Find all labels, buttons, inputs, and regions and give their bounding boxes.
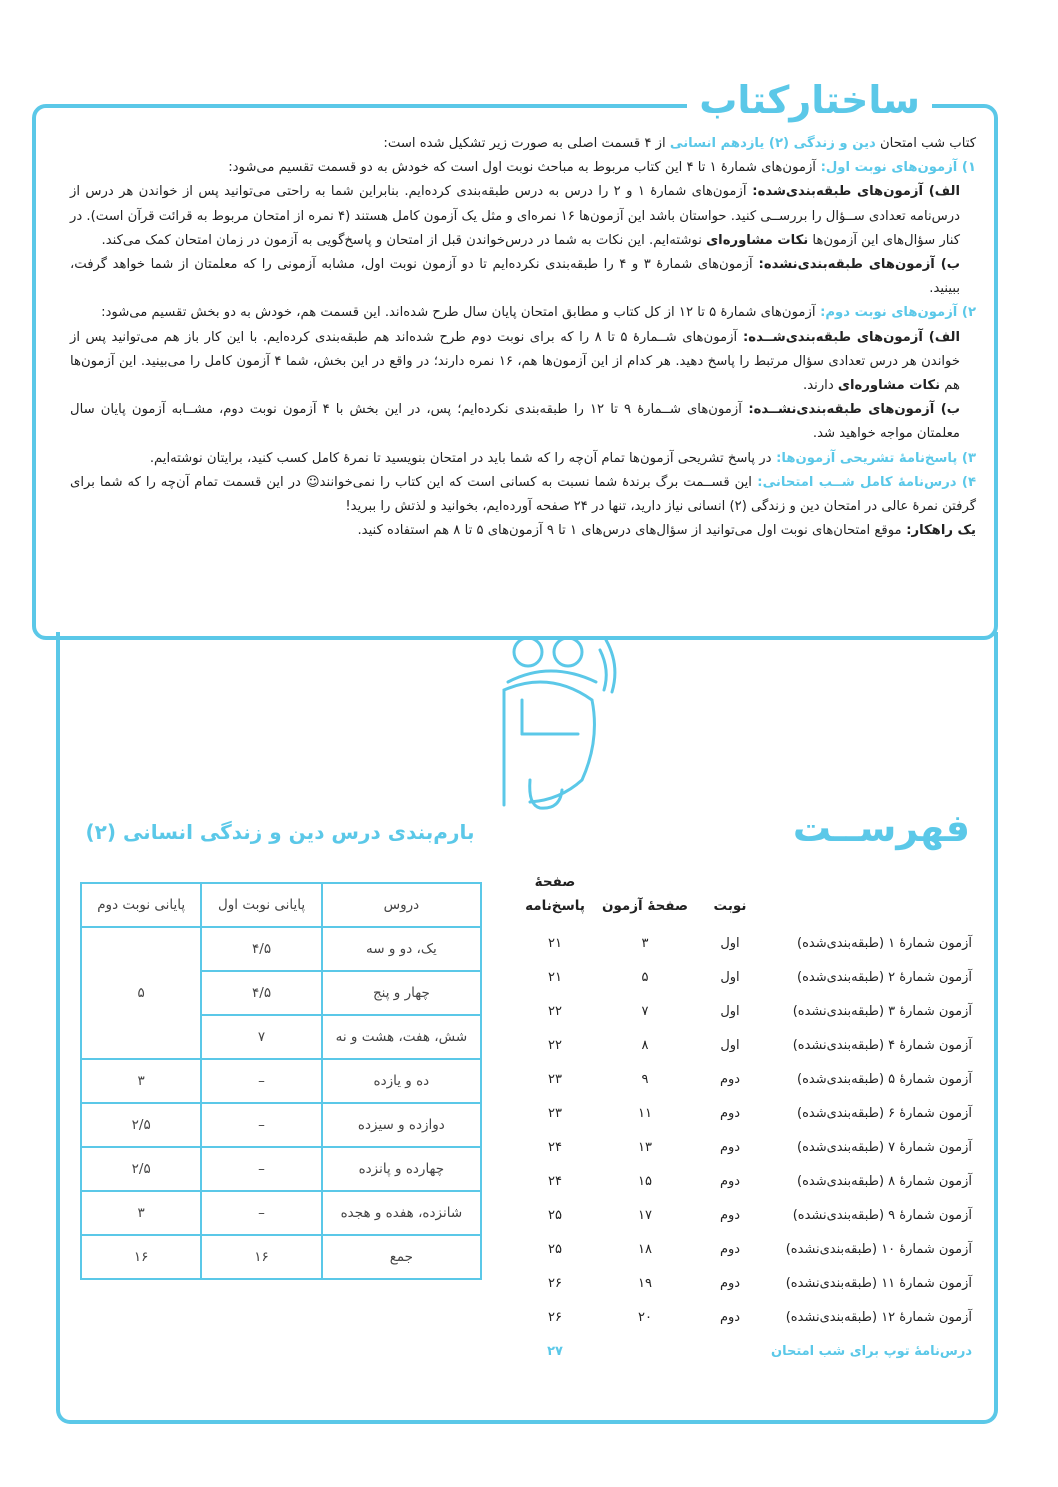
toc-entry-name: آزمون شمارهٔ ۱ (طبقه‌بندی‌شده) xyxy=(797,935,972,951)
toc-row xyxy=(510,1096,980,1130)
section-3 xyxy=(70,447,976,471)
toc-entry-exam-page: ۱۱ xyxy=(638,1105,652,1121)
grading-second-term-merged-cell: ۵ xyxy=(81,927,201,1059)
grading-first-term-cell: – xyxy=(201,1191,321,1235)
toc-entry-name: آزمون شمارهٔ ۴ (طبقه‌بندی‌نشده) xyxy=(792,1037,972,1053)
grading-lessons-cell: چهار و پنج xyxy=(322,971,481,1015)
toc-entry-name: آزمون شمارهٔ ۲ (طبقه‌بندی‌شده) xyxy=(797,969,972,985)
toc-entry-term: دوم xyxy=(719,1241,741,1257)
toc-entry-name: آزمون شمارهٔ ۱۲ (طبقه‌بندی‌نشده) xyxy=(785,1309,972,1325)
toc-entry-term: دوم xyxy=(719,1071,741,1087)
grading-first-term-cell: ۱۶ xyxy=(201,1235,321,1279)
toc-row xyxy=(510,1266,980,1300)
grading-second-term-cell: ۲/۵ xyxy=(81,1103,201,1147)
toc-entry-name: آزمون شمارهٔ ۹ (طبقه‌بندی‌نشده) xyxy=(792,1207,972,1223)
grading-first-term-cell: ۴/۵ xyxy=(201,927,321,971)
book-name: دین و زندگی (۲) یازدهم انسانی xyxy=(669,136,876,151)
tip-heading: یک راهکار: xyxy=(901,523,976,539)
grading-row xyxy=(81,1235,481,1279)
grading-lessons-cell: شش، هفت، هشت و نه xyxy=(322,1015,481,1059)
toc-entry-answer-page: ۲۴ xyxy=(548,1139,562,1155)
toc-entry-exam-page: ۹ xyxy=(641,1071,649,1087)
section-2-heading: ۲) آزمون‌های نوبت دوم: xyxy=(815,305,976,321)
grading-second-term-cell: ۱۶ xyxy=(81,1235,201,1279)
toc-entry-answer-page: ۲۱ xyxy=(548,969,562,985)
grading-title: بارم‌بندی درس دین و زندگی انسانی (۲) xyxy=(85,820,475,844)
toc-entry-name: آزمون شمارهٔ ۸ (طبقه‌بندی‌شده) xyxy=(797,1173,972,1189)
section-2a-heading: الف) آزمون‌های طبقه‌بندی‌شــده: xyxy=(737,329,961,345)
intro-paragraph xyxy=(70,132,976,156)
grading-second-term-cell: ۳ xyxy=(81,1059,201,1103)
grading-lessons-cell: دوازده و سیزده xyxy=(322,1103,481,1147)
toc-entry-exam-page: ۱۹ xyxy=(638,1275,652,1291)
intro-text: کتاب شب امتحان xyxy=(875,136,976,151)
toc-row xyxy=(510,960,980,994)
grading-lessons-cell: چهارده و پانزده xyxy=(322,1147,481,1191)
section-2a xyxy=(70,326,976,399)
toc-row xyxy=(510,1130,980,1164)
toc-entry-answer-page: ۲۲ xyxy=(548,1003,562,1019)
section-1a-text: آزمون‌های شمارهٔ ۱ و ۲ را درس به درس طبقه‌بندی کرده‌ایم. بنابراین شما به راحتی می‌توانید پس از خواندن هر درس از درس‌نامه تعدادی ســؤال را بررســی کنید. حواستان باشد این آزمون‌ها ۱۶ نمره‌ای و مثل یک آزمون کامل هستند (۴ نمره از امتحان مربوط به قرائت قرآن است). در کنار سؤال‌های این آزمون‌ها xyxy=(70,184,961,248)
toc-row xyxy=(510,1232,980,1266)
toc-entry-name: آزمون شمارهٔ ۶ (طبقه‌بندی‌شده) xyxy=(797,1105,972,1121)
toc-entry-answer-page: ۲۳ xyxy=(548,1105,562,1121)
toc-entry-exam-page: ۵ xyxy=(641,969,649,985)
toc-final-row xyxy=(510,1334,980,1368)
section-1b xyxy=(70,253,976,301)
grading-table xyxy=(80,882,482,1280)
section-2 xyxy=(70,301,976,325)
toc-entry-exam-page: ۱۳ xyxy=(638,1139,652,1155)
toc-entry-exam-page: ۱۸ xyxy=(638,1241,652,1257)
grading-second-term-cell: ۳ xyxy=(81,1191,201,1235)
toc-entry-exam-page: ۸ xyxy=(641,1037,649,1053)
advice-notes-label: نکات مشاوره‌ای xyxy=(706,232,809,248)
grading-row xyxy=(81,1191,481,1235)
grading-lessons-cell: یک، دو و سه xyxy=(322,927,481,971)
grading-table-wrapper xyxy=(80,882,482,1280)
toc-entry-term: دوم xyxy=(719,1309,741,1325)
toc-entry-term: دوم xyxy=(719,1275,741,1291)
toc-entry-name: آزمون شمارهٔ ۱۰ (طبقه‌بندی‌نشده) xyxy=(785,1241,972,1257)
grading-first-term-cell: ۴/۵ xyxy=(201,971,321,1015)
section-4 xyxy=(70,471,976,519)
section-2b xyxy=(70,398,976,446)
toc-entry-answer-page: ۲۶ xyxy=(548,1275,562,1291)
toc-entry-exam-page: ۱۵ xyxy=(638,1173,652,1189)
toc-entry-answer-page: ۲۱ xyxy=(548,935,562,951)
toc-row xyxy=(510,1062,980,1096)
page-title: ساختارکتاب xyxy=(687,78,932,122)
toc-row xyxy=(510,926,980,960)
toc-final-name: درس‌نامهٔ توپ برای شب امتحان xyxy=(770,1343,972,1359)
toc-title: فهرســت xyxy=(792,806,970,850)
toc-entry-term: دوم xyxy=(719,1139,741,1155)
grading-header-lessons: دروس xyxy=(322,883,481,927)
toc-entry-term: دوم xyxy=(719,1173,741,1189)
section-1b-heading: ب) آزمون‌های طبقه‌بندی‌نشده: xyxy=(752,257,960,273)
grading-first-term-cell: ۷ xyxy=(201,1015,321,1059)
toc-entry-exam-page: ۳ xyxy=(641,935,649,951)
grading-row xyxy=(81,1103,481,1147)
intro-text: از ۴ قسمت اصلی به صورت زیر تشکیل شده است: xyxy=(383,136,670,151)
toc-header-row xyxy=(510,870,980,926)
grading-row xyxy=(81,1147,481,1191)
toc-entry-term: اول xyxy=(720,1003,740,1019)
toc-entry-exam-page: ۲۰ xyxy=(638,1309,652,1325)
toc-row xyxy=(510,1028,980,1062)
tip-text: موقع امتحان‌های نوبت اول می‌توانید از سؤال‌های درس‌های ۱ تا ۹ آزمون‌های ۵ تا ۸ هم استفاده کنید. xyxy=(357,523,902,539)
toc-entry-exam-page: ۷ xyxy=(641,1003,649,1019)
intro-section xyxy=(70,132,976,543)
toc-table xyxy=(510,870,980,1368)
grading-row xyxy=(81,927,481,971)
alarm-clock-icon xyxy=(500,630,620,820)
toc-row xyxy=(510,1198,980,1232)
section-2b-text: آزمون‌های شــمارهٔ ۹ تا ۱۲ را طبقه‌بندی نکرده‌ایم؛ پس، در این بخش با ۴ آزمون نوبت دوم، مشــابه آزمون پایان سال معلمتان مواجه خواهید شد. xyxy=(70,402,960,442)
section-3-heading: ۳) پاسخ‌نامهٔ تشریحی آزمون‌ها: xyxy=(771,450,976,466)
grading-first-term-cell: – xyxy=(201,1147,321,1191)
grading-lessons-cell: جمع xyxy=(322,1235,481,1279)
section-1 xyxy=(70,156,976,180)
grading-first-term-cell: – xyxy=(201,1103,321,1147)
section-2b-heading: ب) آزمون‌های طبقه‌بندی‌نشــده: xyxy=(741,402,960,418)
section-2a-text: دارند. xyxy=(803,378,838,394)
toc-header-answer-page: صفحهٔ پاسخ‌نامه xyxy=(525,874,585,914)
toc-entry-term: اول xyxy=(720,1037,740,1053)
toc-entry-answer-page: ۲۴ xyxy=(548,1173,562,1189)
section-1b-text: آزمون‌های شمارهٔ ۳ و ۴ را طبقه‌بندی نکرده‌ایم تا دو آزمون نوبت اول، مشابه آزمونی را که معلمتان از شما خواهد گرفت، ببینید. xyxy=(70,257,960,297)
toc-entry-answer-page: ۲۲ xyxy=(548,1037,562,1053)
section-1a xyxy=(70,180,976,253)
grading-header-row xyxy=(81,883,481,927)
grading-lessons-cell: ده و یازده xyxy=(322,1059,481,1103)
toc-entry-exam-page: ۱۷ xyxy=(638,1207,652,1223)
section-1a-heading: الف) آزمون‌های طبقه‌بندی‌شده: xyxy=(746,184,960,200)
grading-second-term-cell: ۲/۵ xyxy=(81,1147,201,1191)
toc-entry-name: آزمون شمارهٔ ۱۱ (طبقه‌بندی‌نشده) xyxy=(785,1275,972,1291)
advice-notes-label: نکات مشاوره‌ای xyxy=(837,378,941,394)
section-2a-text: آزمون‌های شــمارهٔ ۵ تا ۸ را که برای نوبت دوم طرح شده‌اند هم طبقه‌بندی کرده‌ایم. با این کار باز هم می‌توانید پس از خواندن هر درس تعدادی سؤال مرتبط را پاسخ دهید. هر کدام از این آزمون‌ها هم، ۱۶ نمره دارند؛ در واقع در این بخش، شما ۴ آزمون کامل را می‌بینید. این آزمون‌ها هم xyxy=(70,329,960,394)
section-1a-text: نوشته‌ایم. این نکات به شما در درس‌خواندن قبل از امتحان و پاسخ‌گویی به آزمون در زمان امتحان کمک می‌کند. xyxy=(101,232,707,248)
grading-header-first-term: پایانی نوبت اول xyxy=(201,883,321,927)
toc-entry-answer-page: ۲۳ xyxy=(548,1071,562,1087)
toc-entry-name: آزمون شمارهٔ ۳ (طبقه‌بندی‌نشده) xyxy=(792,1003,972,1019)
grading-row xyxy=(81,1059,481,1103)
toc-entry-term: دوم xyxy=(719,1105,741,1121)
grading-header-second-term: پایانی نوبت دوم xyxy=(81,883,201,927)
toc-row xyxy=(510,1300,980,1334)
table-of-contents xyxy=(510,870,980,1368)
toc-header-term: نوبت xyxy=(713,898,747,914)
section-3-text: در پاسخ تشریحی آزمون‌ها تمام آن‌چه را که شما باید در امتحان بنویسید تا نمرهٔ کامل کسب کنید، برایتان نوشته‌ایم. xyxy=(149,450,772,466)
toc-header-name xyxy=(770,870,980,926)
section-4-text: این قســمت برگ برندهٔ شما نسبت به کسانی است که این کتاب را نمی‌خوانند☺ در این قسمت تمام آن‌چه را که شما برای گرفتن نمرهٔ عالی در امتحان دین و زندگی (۲) انسانی نیاز دارید، تنها در ۲۴ صفحه آورده‌ایم، بخوانید و لذتش را ببرید! xyxy=(70,474,976,515)
tip xyxy=(70,519,976,543)
toc-row xyxy=(510,1164,980,1198)
section-1-heading: ۱) آزمون‌های نوبت اول: xyxy=(815,160,976,176)
section-4-heading: ۴) درس‌نامهٔ کامل شــب امتحانی: xyxy=(751,474,976,490)
toc-header-exam-page: صفحهٔ آزمون xyxy=(601,898,689,914)
grading-lessons-cell: شانزده، هفده و هجده xyxy=(322,1191,481,1235)
toc-entry-term: اول xyxy=(720,969,740,985)
toc-row xyxy=(510,994,980,1028)
toc-entry-answer-page: ۲۵ xyxy=(548,1241,562,1257)
section-1-text: آزمون‌های شمارهٔ ۱ تا ۴ این کتاب مربوط به مباحث نوبت اول است که خودش به دو قسمت تقسیم می‌شود: xyxy=(228,160,816,176)
toc-entry-answer-page: ۲۶ xyxy=(548,1309,562,1325)
toc-entry-name: آزمون شمارهٔ ۷ (طبقه‌بندی‌شده) xyxy=(797,1139,972,1155)
toc-final-answer-page: ۲۷ xyxy=(547,1343,563,1359)
toc-entry-answer-page: ۲۵ xyxy=(548,1207,562,1223)
toc-entry-term: دوم xyxy=(719,1207,741,1223)
section-2-text: آزمون‌های شمارهٔ ۵ تا ۱۲ از کل کتاب و مطابق امتحان پایان سال طرح شده‌اند. این قسمت هم، خودش به دو بخش تقسیم می‌شود: xyxy=(101,305,816,321)
toc-entry-term: اول xyxy=(720,935,740,951)
toc-entry-name: آزمون شمارهٔ ۵ (طبقه‌بندی‌شده) xyxy=(797,1071,972,1087)
grading-first-term-cell: – xyxy=(201,1059,321,1103)
